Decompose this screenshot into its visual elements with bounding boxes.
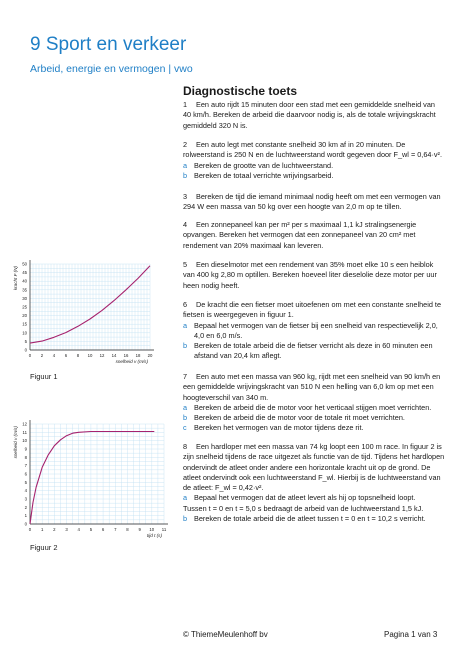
x-axis-label: tijd t (s) [146, 533, 162, 538]
y-tick-label: 25 [22, 304, 27, 310]
y-tick-label: 1 [24, 513, 27, 519]
page-subtitle: Arbeid, energie en vermogen | vwo [30, 63, 193, 75]
question-text [183, 100, 445, 131]
sub-question-text: Bereken de arbeid die de motor voor de totale rit moet verrichten. [194, 413, 405, 423]
question-text [183, 300, 445, 321]
y-tick-label: 50 [22, 261, 27, 267]
figure-2-chart [8, 418, 170, 540]
y-tick-label: 8 [24, 454, 27, 460]
sub-question-text: Bereken de grootte van de luchtweerstand. [194, 160, 334, 170]
y-tick-label: 0 [24, 521, 27, 527]
question-body: De kracht die een fietser moet uitoefenen om met een constante snelheid te fietsen is weergegeven in figuur 1. [183, 300, 441, 320]
y-axis-label: snelheid v (m/s) [13, 426, 18, 459]
x-tick-label: 16 [123, 353, 129, 358]
x-tick-label: 3 [65, 527, 68, 532]
sub-question-text: Bepaal het vermogen dat de atleet levert als hij op topsnelheid loopt. [194, 493, 416, 503]
sub-question-text: Bereken de totale arbeid die de atleet tussen t = 0 en t = 10,2 s verricht. [194, 514, 426, 524]
sub-question [183, 403, 445, 413]
question-text [183, 372, 445, 403]
sub-question-letter: b [183, 514, 188, 524]
series-line [30, 432, 154, 525]
x-tick-label: 2 [53, 527, 56, 532]
question-text [183, 192, 445, 213]
question-body: Een dieselmotor met een rendement van 35% moet elke 10 s een heiblok van 400 kg 2,80 m optillen. Bereken hoeveel liter dieselolie deze motor per uur heen nodig heeft. [183, 260, 437, 290]
x-tick-label: 8 [126, 527, 129, 532]
sub-question-letter: a [183, 160, 188, 170]
y-tick-label: 35 [22, 287, 27, 293]
y-tick-label: 5 [24, 479, 27, 485]
y-tick-label: 9 [24, 446, 27, 452]
sub-question-letter: b [183, 413, 188, 423]
question-number: 2 [183, 140, 188, 149]
question-number: 4 [183, 220, 188, 229]
sub-question [183, 161, 445, 171]
x-tick-label: 20 [147, 353, 153, 358]
question-number: 8 [183, 442, 188, 451]
y-tick-label: 10 [22, 438, 27, 444]
sub-question-letter: a [183, 402, 188, 412]
x-tick-label: 10 [149, 527, 155, 532]
question-1 [183, 100, 445, 131]
y-tick-label: 12 [22, 421, 27, 427]
figure-2-label: Figuur 2 [30, 543, 58, 552]
sub-question-letter: b [183, 170, 188, 180]
sub-question-letter: b [183, 341, 188, 351]
question-number: 3 [183, 192, 188, 201]
y-tick-label: 10 [22, 330, 27, 336]
x-tick-label: 12 [99, 353, 105, 358]
question-text [183, 260, 445, 291]
y-tick-label: 4 [24, 488, 27, 494]
x-tick-label: 8 [76, 353, 80, 358]
x-tick-label: 1 [40, 527, 44, 532]
x-tick-label: 10 [87, 353, 93, 358]
x-tick-label: 4 [77, 527, 80, 532]
y-axis-label: kracht F (N) [13, 266, 18, 291]
sub-question [183, 321, 445, 342]
sub-question [183, 341, 445, 362]
question-5 [183, 260, 445, 291]
sub-question-letter: a [183, 320, 188, 330]
y-tick-label: 2 [24, 504, 27, 510]
question-extra-text: Tussen t = 0 en t = 5,0 s bedraagt de arbeid van de luchtweerstand 1,5 kJ. [183, 503, 424, 513]
y-tick-label: 6 [24, 471, 27, 477]
question-body: Een hardloper met een massa van 74 kg loopt een 100 m race. In figuur 2 is zijn snelheid tijdens de race uitgezet als functie van de tijd. Tijdens het hardlopen ondervindt de atleet onder andere een horizontale kracht uit op de grond. De atleet ondervindt ook een luchtweerstand F_wl. Hierbij is de luchtweerstand van de atleet: F_wl = 0,42·v². [183, 442, 445, 493]
question-body: Bereken de tijd die iemand minimaal nodig heeft om met een vermogen van 294 W een massa van 50 kg over een hoogte van 2,0 m op te tillen. [183, 192, 441, 212]
sub-question [183, 171, 445, 181]
question-3 [183, 192, 445, 213]
footer-copyright: © ThiemeMeulenhoff bv [183, 630, 268, 639]
x-tick-label: 9 [138, 527, 141, 532]
x-tick-label: 4 [52, 353, 56, 358]
sub-question-text: Bereken de arbeid die de motor voor het verticaal stijgen moet verrichten. [194, 402, 432, 412]
x-tick-label: 18 [135, 353, 141, 358]
question-4 [183, 220, 445, 251]
question-number: 7 [183, 372, 188, 381]
question-number: 1 [183, 100, 188, 109]
y-tick-label: 20 [22, 313, 27, 319]
question-6 [183, 300, 445, 362]
y-tick-label: 15 [22, 321, 27, 327]
sub-question-text: Bereken het vermogen van de motor tijdens deze rit. [194, 423, 364, 433]
question-number: 5 [183, 260, 188, 269]
y-tick-label: 7 [24, 463, 27, 469]
x-tick-label: 6 [101, 527, 105, 532]
question-body: Een auto met een massa van 960 kg, rijdt met een snelheid van 90 km/h en een gemiddelde wrijvingskracht van 510 N een helling van 6,0 km op met een hoogteverschil van 340 m. [183, 372, 441, 402]
y-tick-label: 11 [22, 429, 27, 435]
question-number: 6 [183, 300, 188, 309]
footer-page-number: Pagina 1 van 3 [384, 630, 438, 639]
sub-question-letter: c [183, 423, 187, 433]
x-tick-label: 6 [64, 353, 68, 358]
sub-question [183, 423, 445, 433]
sub-question [183, 514, 445, 524]
question-text [183, 220, 445, 251]
question-8 [183, 442, 445, 524]
page-title: 9 Sport en verkeer [30, 34, 187, 55]
question-body: Een auto rijdt 15 minuten door een stad met een gemiddelde snelheid van 40 km/h. Bereken de arbeid die daarvoor nodig is, als de totale wrijvingskracht gemiddeld 320 N is. [183, 100, 436, 130]
x-tick-label: 11 [161, 527, 167, 532]
x-axis-label: snelheid v (m/s) [115, 359, 148, 364]
x-tick-label: 5 [89, 527, 93, 532]
x-tick-label: 14 [111, 353, 117, 358]
sub-question-text: Bepaal het vermogen van de fietser bij een snelheid van respectievelijk 2,0, 4,0 en 6,0 m/s. [194, 320, 438, 340]
y-tick-label: 30 [22, 295, 27, 301]
x-tick-label: 0 [28, 527, 32, 532]
y-tick-label: 40 [22, 278, 27, 284]
figure-1-label: Figuur 1 [30, 372, 58, 381]
question-7 [183, 372, 445, 434]
sub-question-letter: a [183, 493, 188, 503]
question-text [183, 140, 445, 161]
sub-question-text: Bereken de totale arbeid die de fietser verricht als deze in 60 minuten een afstand van 20,4 km aflegt. [194, 341, 433, 361]
question-body: Een zonnepaneel kan per m² per s maximaal 1,1 kJ stralingsenergie opvangen. Bereken het vermogen dat een zonnepaneel van 20 cm² met rendement van 20% maximaal kan leveren. [183, 220, 417, 250]
x-tick-label: 2 [40, 353, 44, 358]
sub-question-text: Bereken de totaal verrichte wrijvingsarbeid. [194, 170, 334, 180]
sub-question [183, 413, 445, 423]
y-tick-label: 3 [24, 496, 27, 502]
question-text [183, 442, 445, 493]
x-tick-label: 0 [28, 353, 32, 358]
section-heading: Diagnostische toets [183, 84, 298, 98]
question-body: Een auto legt met constante snelheid 30 km af in 20 minuten. De rolweerstand is 250 N en de luchtweerstand wordt gegeven door F_wl = 0,64·v². [183, 140, 442, 160]
question-2 [183, 140, 445, 181]
y-tick-label: 45 [22, 270, 27, 276]
y-tick-label: 0 [24, 347, 27, 353]
y-tick-label: 5 [24, 338, 27, 344]
figure-1-chart [8, 258, 170, 370]
x-tick-label: 7 [114, 527, 117, 532]
sub-question [183, 493, 445, 503]
